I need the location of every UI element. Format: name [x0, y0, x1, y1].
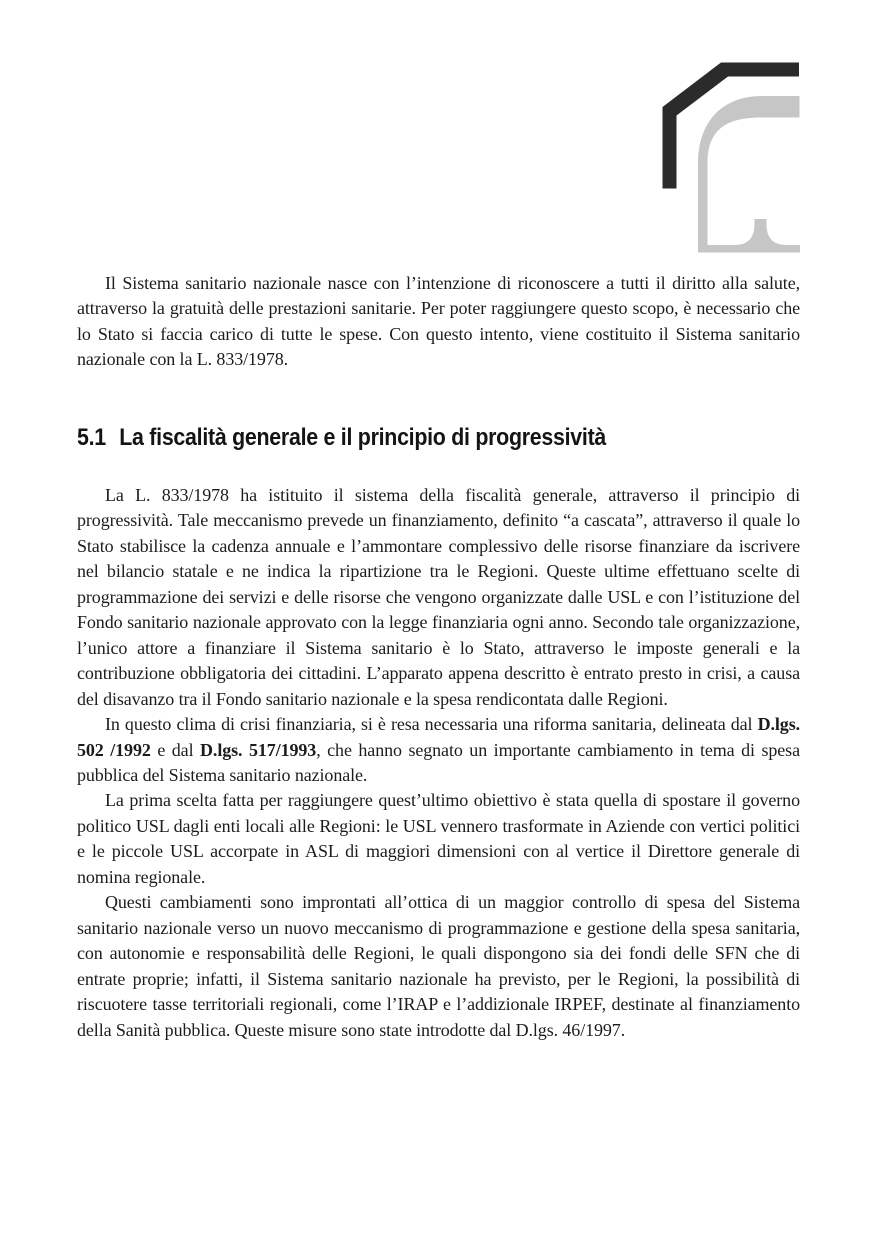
section-title: La fiscalità generale e il principio di progressività	[119, 424, 607, 451]
text-run: e dal	[150, 739, 201, 760]
publisher-logo	[660, 55, 805, 255]
arch-icon	[698, 96, 800, 253]
text-run: Il Sistema sanitario nazionale nasce con l’intenzione di riconoscere a tutti il diritto alla salute, attraverso la gratuità delle prestazioni sanitarie. Per poter raggiungere questo scopo, è necessario che lo Stato si faccia carico di tutte le spese. Con questo intento, viene costituito il Sistema sanitario nazionale con la L. 833/1978.	[77, 273, 800, 370]
text-run: La L. 833/1978 ha istituito il sistema della fiscalità generale, attraverso il principio di progressività. Tale meccanismo prevede un finanziamento, definito “a cascata”, attraverso il quale lo Stato stabilisce la cadenza annuale e l’ammontare complessivo delle risorse finanziare da iscrivere nel bilancio statale e ne indica la ripartizione tra le Regioni. Queste ultime effettuano scelte di programmazione dei servizi e delle risorse che vengono organizzate dalle USL e con l’istituzione del Fondo sanitario nazionale approvato con la legge finanziaria ogni anno. Secondo tale organizzazione, l’unico attore a finanziare il Sistema sanitario è lo Stato, attraverso le imposte generali e la contribuzione obbligatoria dei cittadini. L’apparato appena descritto è entrato presto in crisi, a causa del disavanzo tra il Fondo sanitario nazionale e la spesa rendicontata dalle Regioni.	[77, 485, 800, 709]
section-heading	[77, 424, 606, 452]
paragraph	[77, 271, 800, 373]
section-number: 5.1	[77, 424, 106, 451]
text-run: In questo clima di crisi finanziaria, si è resa necessaria una riforma sanitaria, delineata dal	[105, 714, 758, 735]
text-run: , che hanno segnato un importante cambiamento in tema di spesa pubblica del Sistema sanitario nazionale.	[77, 739, 800, 785]
paragraph	[77, 890, 800, 1043]
bold-text-run: D.lgs. 502 /1992	[77, 714, 800, 760]
paragraph	[77, 712, 800, 788]
section-body	[77, 483, 800, 1043]
paragraph	[77, 483, 800, 712]
roof-corner-icon	[663, 63, 800, 189]
bold-text-run: D.lgs. 517/1993	[200, 739, 317, 760]
text-run: Questi cambiamenti sono improntati all’ottica di un maggior controllo di spesa del Sistema sanitario nazionale verso un nuovo meccanismo di programmazione e gestione della spesa sanitaria, con autonomie e responsabilità delle Regioni, le quali dispongono sia dei fondi delle SFN che di entrate proprie; infatti, il Sistema sanitario nazionale ha previsto, per le Regioni, la possibilità di riscuotere tasse territoriali regionali, come l’IRAP e l’addizionale IRPEF, destinate al finanziamento della Sanità pubblica. Queste misure sono state introdotte dal D.lgs. 46/1997.	[77, 892, 800, 1040]
text-run: La prima scelta fatta per raggiungere quest’ultimo obiettivo è stata quella di spostare il governo politico USL dagli enti locali alle Regioni: le USL vennero trasformate in Aziende con vertici politici e le piccole USL accorpate in ASL di maggiori dimensioni con al vertice il Direttore generale di nomina regionale.	[77, 790, 800, 887]
opening-paragraph	[77, 271, 800, 373]
paragraph	[77, 788, 800, 890]
